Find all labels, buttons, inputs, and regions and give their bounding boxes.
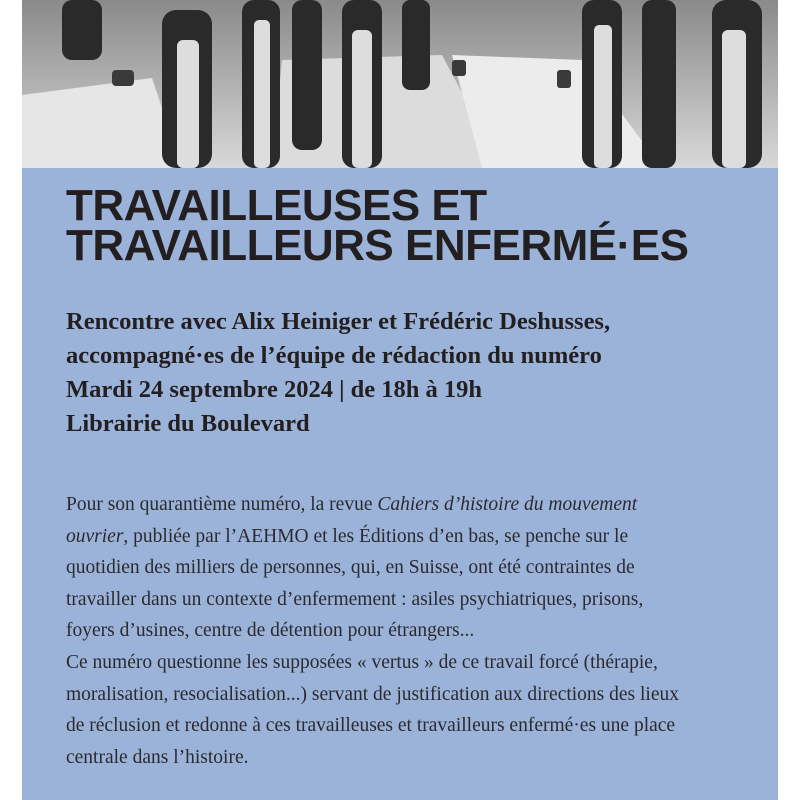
body-line-8: de réclusion et redonne à ces travailleuses et travailleurs enfermé·es une place: [66, 715, 676, 737]
venue-line: Librairie du Boulevard: [66, 410, 310, 437]
body-line-6: Ce numéro questionne les supposées « vertus » de ce travail forcé (thérapie,: [66, 651, 658, 673]
editorial-team-line: accompagné·es de l’équipe de rédaction du numéro: [66, 342, 602, 369]
event-poster: [22, 0, 778, 800]
description-paragraph: [66, 489, 766, 773]
title-line-2: TRAVAILLEURS ENFERMÉ·ES: [66, 221, 689, 270]
body-line-3: quotidien des milliers de personnes, qui, en Suisse, ont été contraintes de: [66, 557, 635, 579]
body-line-5: foyers d’usines, centre de détention pour étrangers...: [66, 620, 475, 642]
event-details: [66, 305, 610, 441]
journal-title: Cahiers d’histoire du mouvement: [377, 494, 638, 515]
info-panel: [22, 168, 778, 800]
poster-title: [66, 181, 689, 270]
journal-title-cont: ouvrier: [66, 525, 124, 547]
speakers-line: Rencontre avec Alix Heiniger et Frédéric Deshusses,: [66, 308, 611, 335]
body-line-4: travailler dans un contexte d’enfermement : asiles psychiatriques, prisons,: [66, 588, 644, 610]
date-time-line: Mardi 24 septembre 2024 | de 18h à 19h: [66, 376, 482, 403]
archival-photo: [22, 0, 778, 168]
title-line-1: TRAVAILLEUSES ET: [66, 181, 487, 230]
body-line-2: ouvrier, publiée par l’AEHMO et les Éditions d’en bas, se penche sur le: [66, 525, 629, 547]
body-line-7: moralisation, resocialisation...) servant de justification aux directions des lieux: [66, 683, 680, 705]
body-line-9: centrale dans l’histoire.: [66, 746, 249, 768]
photo-illustration: [22, 0, 778, 168]
body-line-1: Pour son quarantième numéro, la revue Cahiers d’histoire du mouvement: [66, 494, 638, 515]
